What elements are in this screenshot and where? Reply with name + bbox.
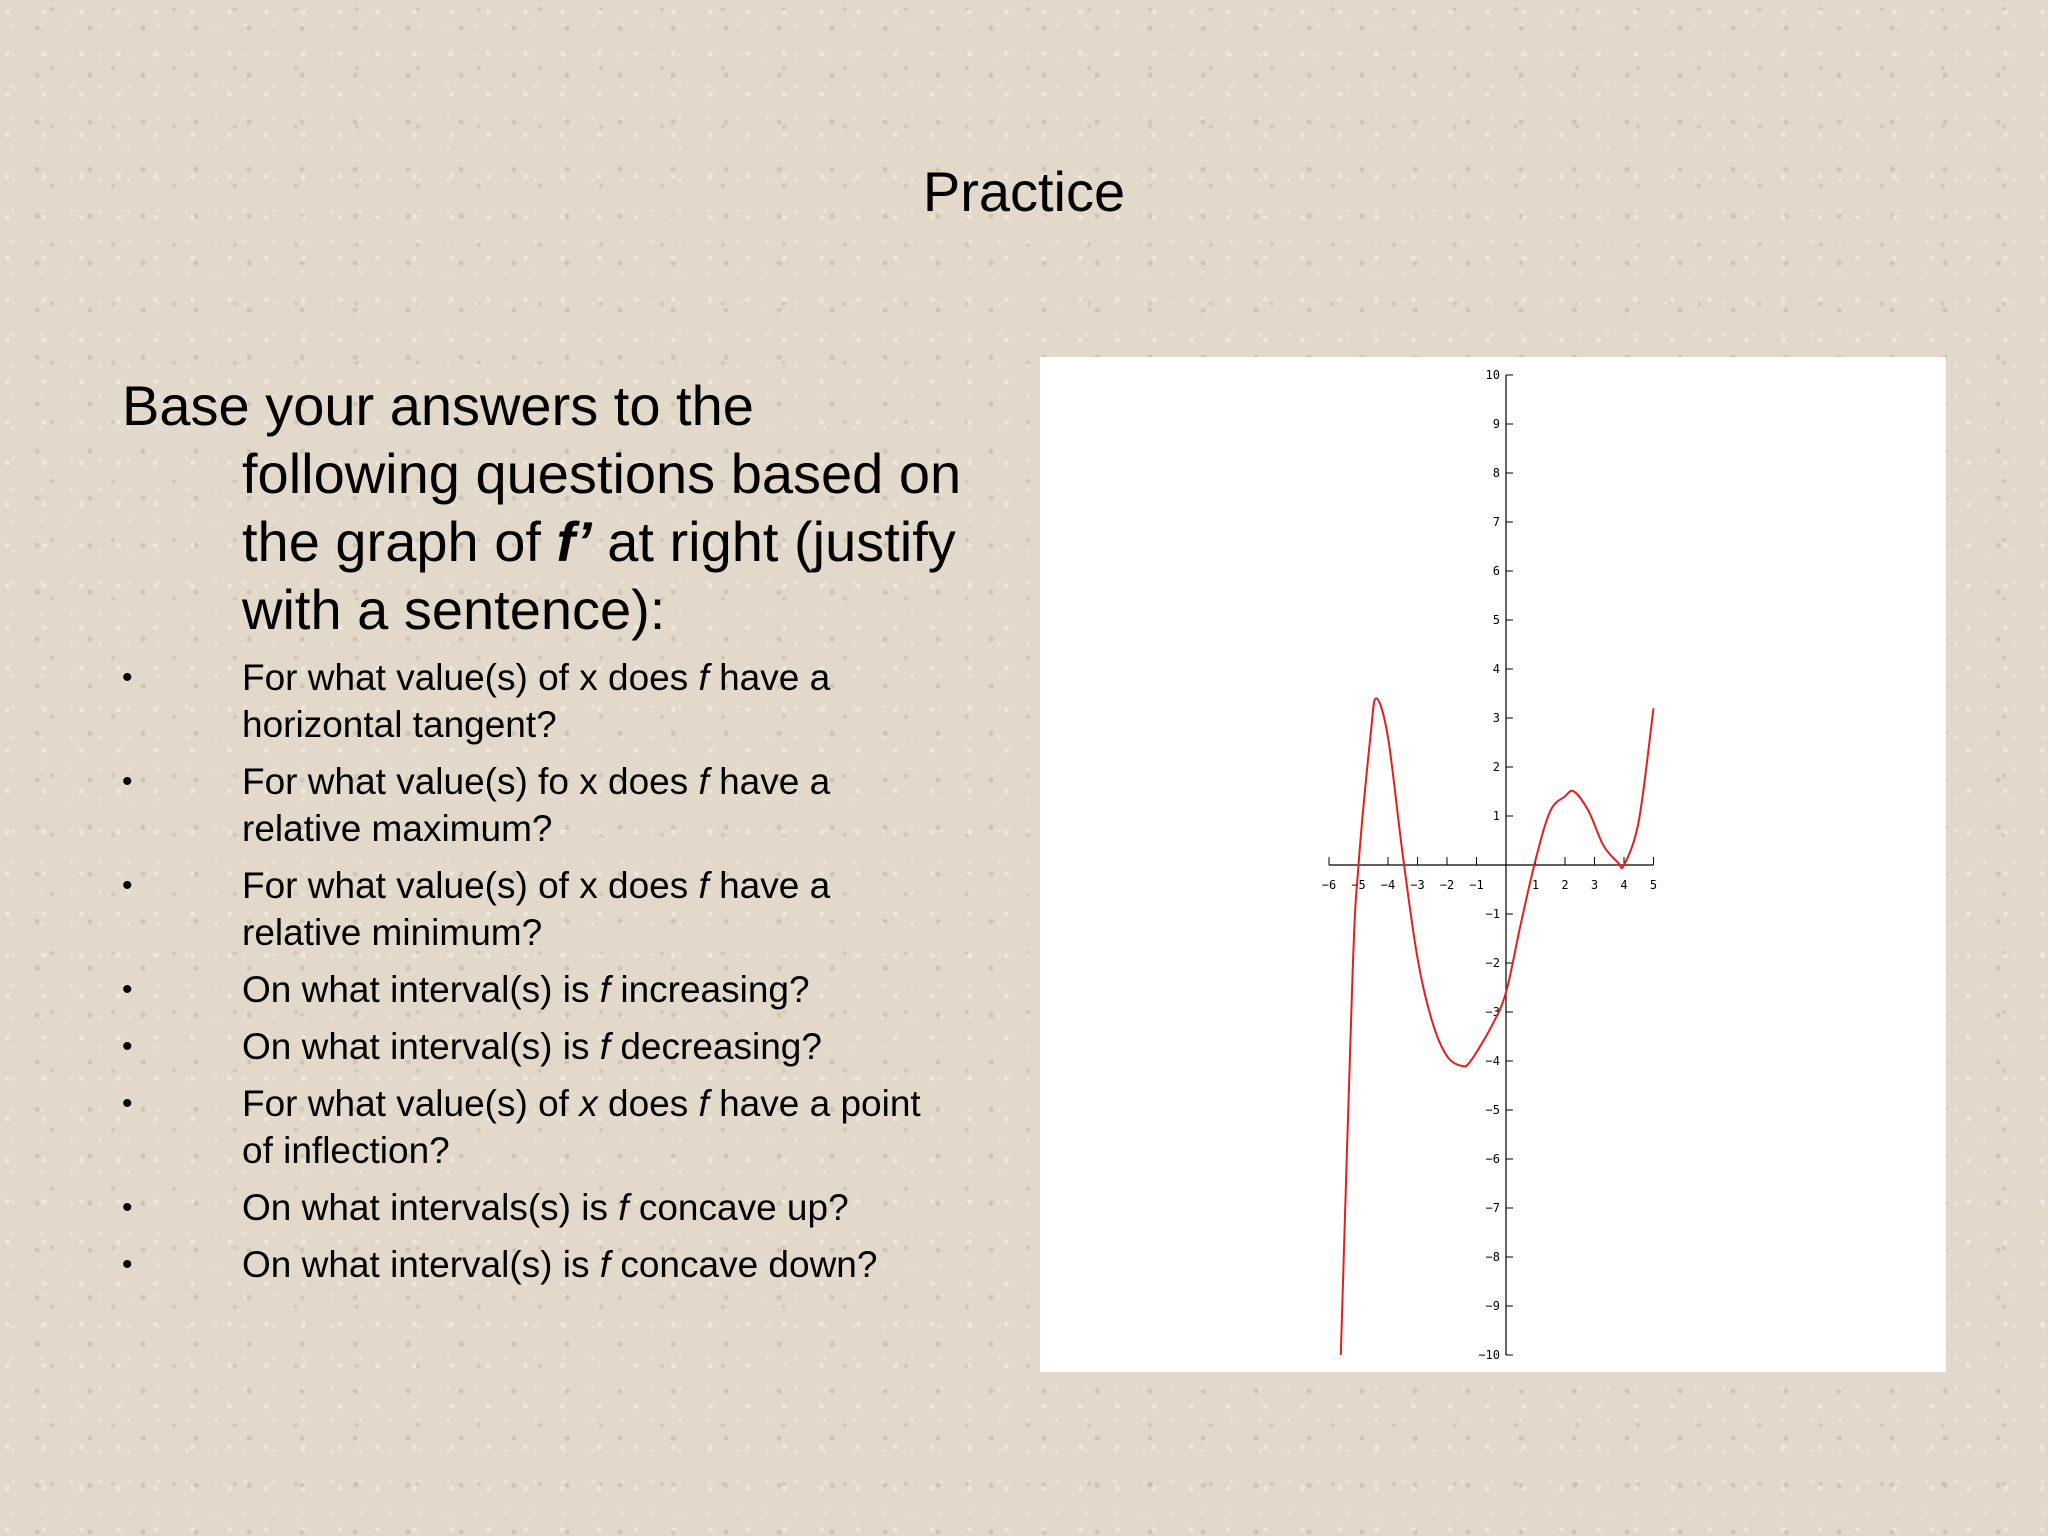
bullet-icon: •	[122, 1191, 133, 1224]
question-item	[122, 758, 1002, 852]
f-prime-symbol: f’	[556, 510, 592, 573]
bullet-icon: •	[122, 973, 133, 1006]
y-tick-label: −10	[1478, 1348, 1500, 1362]
question-text: For what value(s) of x does	[242, 865, 699, 906]
f-symbol: f	[599, 1244, 611, 1285]
question-text: For what value(s) of x does	[242, 657, 699, 698]
y-tick-label: 7	[1492, 515, 1500, 529]
question-text: have a	[708, 657, 831, 698]
x-tick-label: −5	[1351, 878, 1366, 892]
question-text: On what interval(s) is	[242, 1026, 600, 1067]
y-tick-label: −1	[1485, 907, 1500, 921]
question-item	[122, 1080, 1002, 1174]
question-text-cont: relative maximum?	[242, 808, 553, 849]
question-text: On what intervals(s) is	[242, 1187, 619, 1228]
f-symbol: f	[698, 865, 709, 906]
y-tick-label: 6	[1492, 564, 1500, 578]
f-symbol: f	[599, 1026, 611, 1067]
y-tick-label: −6	[1485, 1152, 1500, 1166]
question-text: have a	[708, 761, 831, 802]
y-tick-label: 1	[1492, 809, 1500, 823]
f-symbol: f	[599, 969, 611, 1010]
x-tick-label: −1	[1469, 878, 1484, 892]
f-symbol: f	[618, 1187, 629, 1228]
y-tick-label: −8	[1485, 1250, 1500, 1264]
question-text: have a	[708, 865, 831, 906]
bullet-icon: •	[122, 1248, 133, 1281]
x-tick-label: −2	[1439, 878, 1455, 892]
question-text: For what value(s) fo x does	[242, 761, 699, 802]
y-tick-label: 10	[1485, 368, 1500, 382]
y-tick-label: −4	[1485, 1054, 1500, 1068]
y-tick-label: 2	[1492, 760, 1500, 774]
y-tick-label: −2	[1485, 956, 1500, 970]
bullet-icon: •	[122, 1087, 133, 1120]
x-tick-label: 1	[1531, 878, 1540, 892]
question-list	[122, 654, 1002, 1298]
graph-panel	[1040, 357, 1946, 1372]
x-tick-label: 2	[1561, 878, 1569, 892]
question-text: On what interval(s) is	[242, 1244, 600, 1285]
intro-line-4: with a sentence):	[242, 578, 666, 641]
f-symbol: f	[698, 761, 709, 802]
x-tick-label: 4	[1620, 878, 1628, 892]
bullet-icon: •	[122, 765, 133, 798]
question-text: concave down?	[610, 1244, 878, 1285]
question-text: concave up?	[628, 1187, 849, 1228]
question-text: For what value(s) of	[242, 1083, 580, 1124]
intro-paragraph	[122, 372, 1002, 644]
question-text-cont: horizontal tangent?	[242, 704, 557, 745]
y-tick-label: 9	[1492, 417, 1500, 431]
question-text: have a point	[708, 1083, 921, 1124]
x-tick-label: −6	[1321, 878, 1337, 892]
question-item	[122, 862, 1002, 956]
y-tick-label: −5	[1485, 1103, 1500, 1117]
intro-line-2: following questions based on	[242, 442, 962, 505]
question-text: increasing?	[610, 969, 810, 1010]
intro-line-3-post: at right (justify	[591, 510, 956, 573]
question-item	[122, 1023, 1002, 1070]
bullet-icon: •	[122, 661, 133, 694]
x-tick-label: 5	[1649, 878, 1658, 892]
question-item	[122, 1241, 1002, 1288]
y-tick-label: 4	[1492, 662, 1500, 676]
y-tick-label: −9	[1485, 1299, 1500, 1313]
question-item	[122, 1184, 1002, 1231]
x-tick-label: −4	[1380, 878, 1396, 892]
bullet-icon: •	[122, 1030, 133, 1063]
question-item	[122, 654, 1002, 748]
intro-line-3	[122, 508, 1002, 576]
y-tick-label: 8	[1492, 466, 1500, 480]
question-item	[122, 966, 1002, 1013]
f-symbol: f	[698, 657, 709, 698]
question-text: decreasing?	[610, 1026, 822, 1067]
y-tick-label: 3	[1492, 711, 1500, 725]
question-text-cont: of inflection?	[242, 1130, 450, 1171]
x-tick-label: 3	[1590, 878, 1599, 892]
slide-title: Practice	[922, 160, 1126, 223]
x-symbol: x	[579, 1083, 598, 1124]
f-symbol: f	[698, 1083, 709, 1124]
question-text: does	[597, 1083, 699, 1124]
y-tick-label: −7	[1485, 1201, 1500, 1215]
y-tick-label: −3	[1485, 1005, 1500, 1019]
derivative-graph	[1040, 357, 1946, 1372]
x-tick-label: −3	[1410, 878, 1425, 892]
question-text-cont: relative minimum?	[242, 912, 543, 953]
intro-line-1: Base your answers to the	[122, 374, 754, 437]
bullet-icon: •	[122, 869, 133, 902]
y-tick-label: 5	[1492, 613, 1500, 627]
intro-line-3-pre: the graph of	[242, 510, 557, 573]
question-text: On what interval(s) is	[242, 969, 600, 1010]
